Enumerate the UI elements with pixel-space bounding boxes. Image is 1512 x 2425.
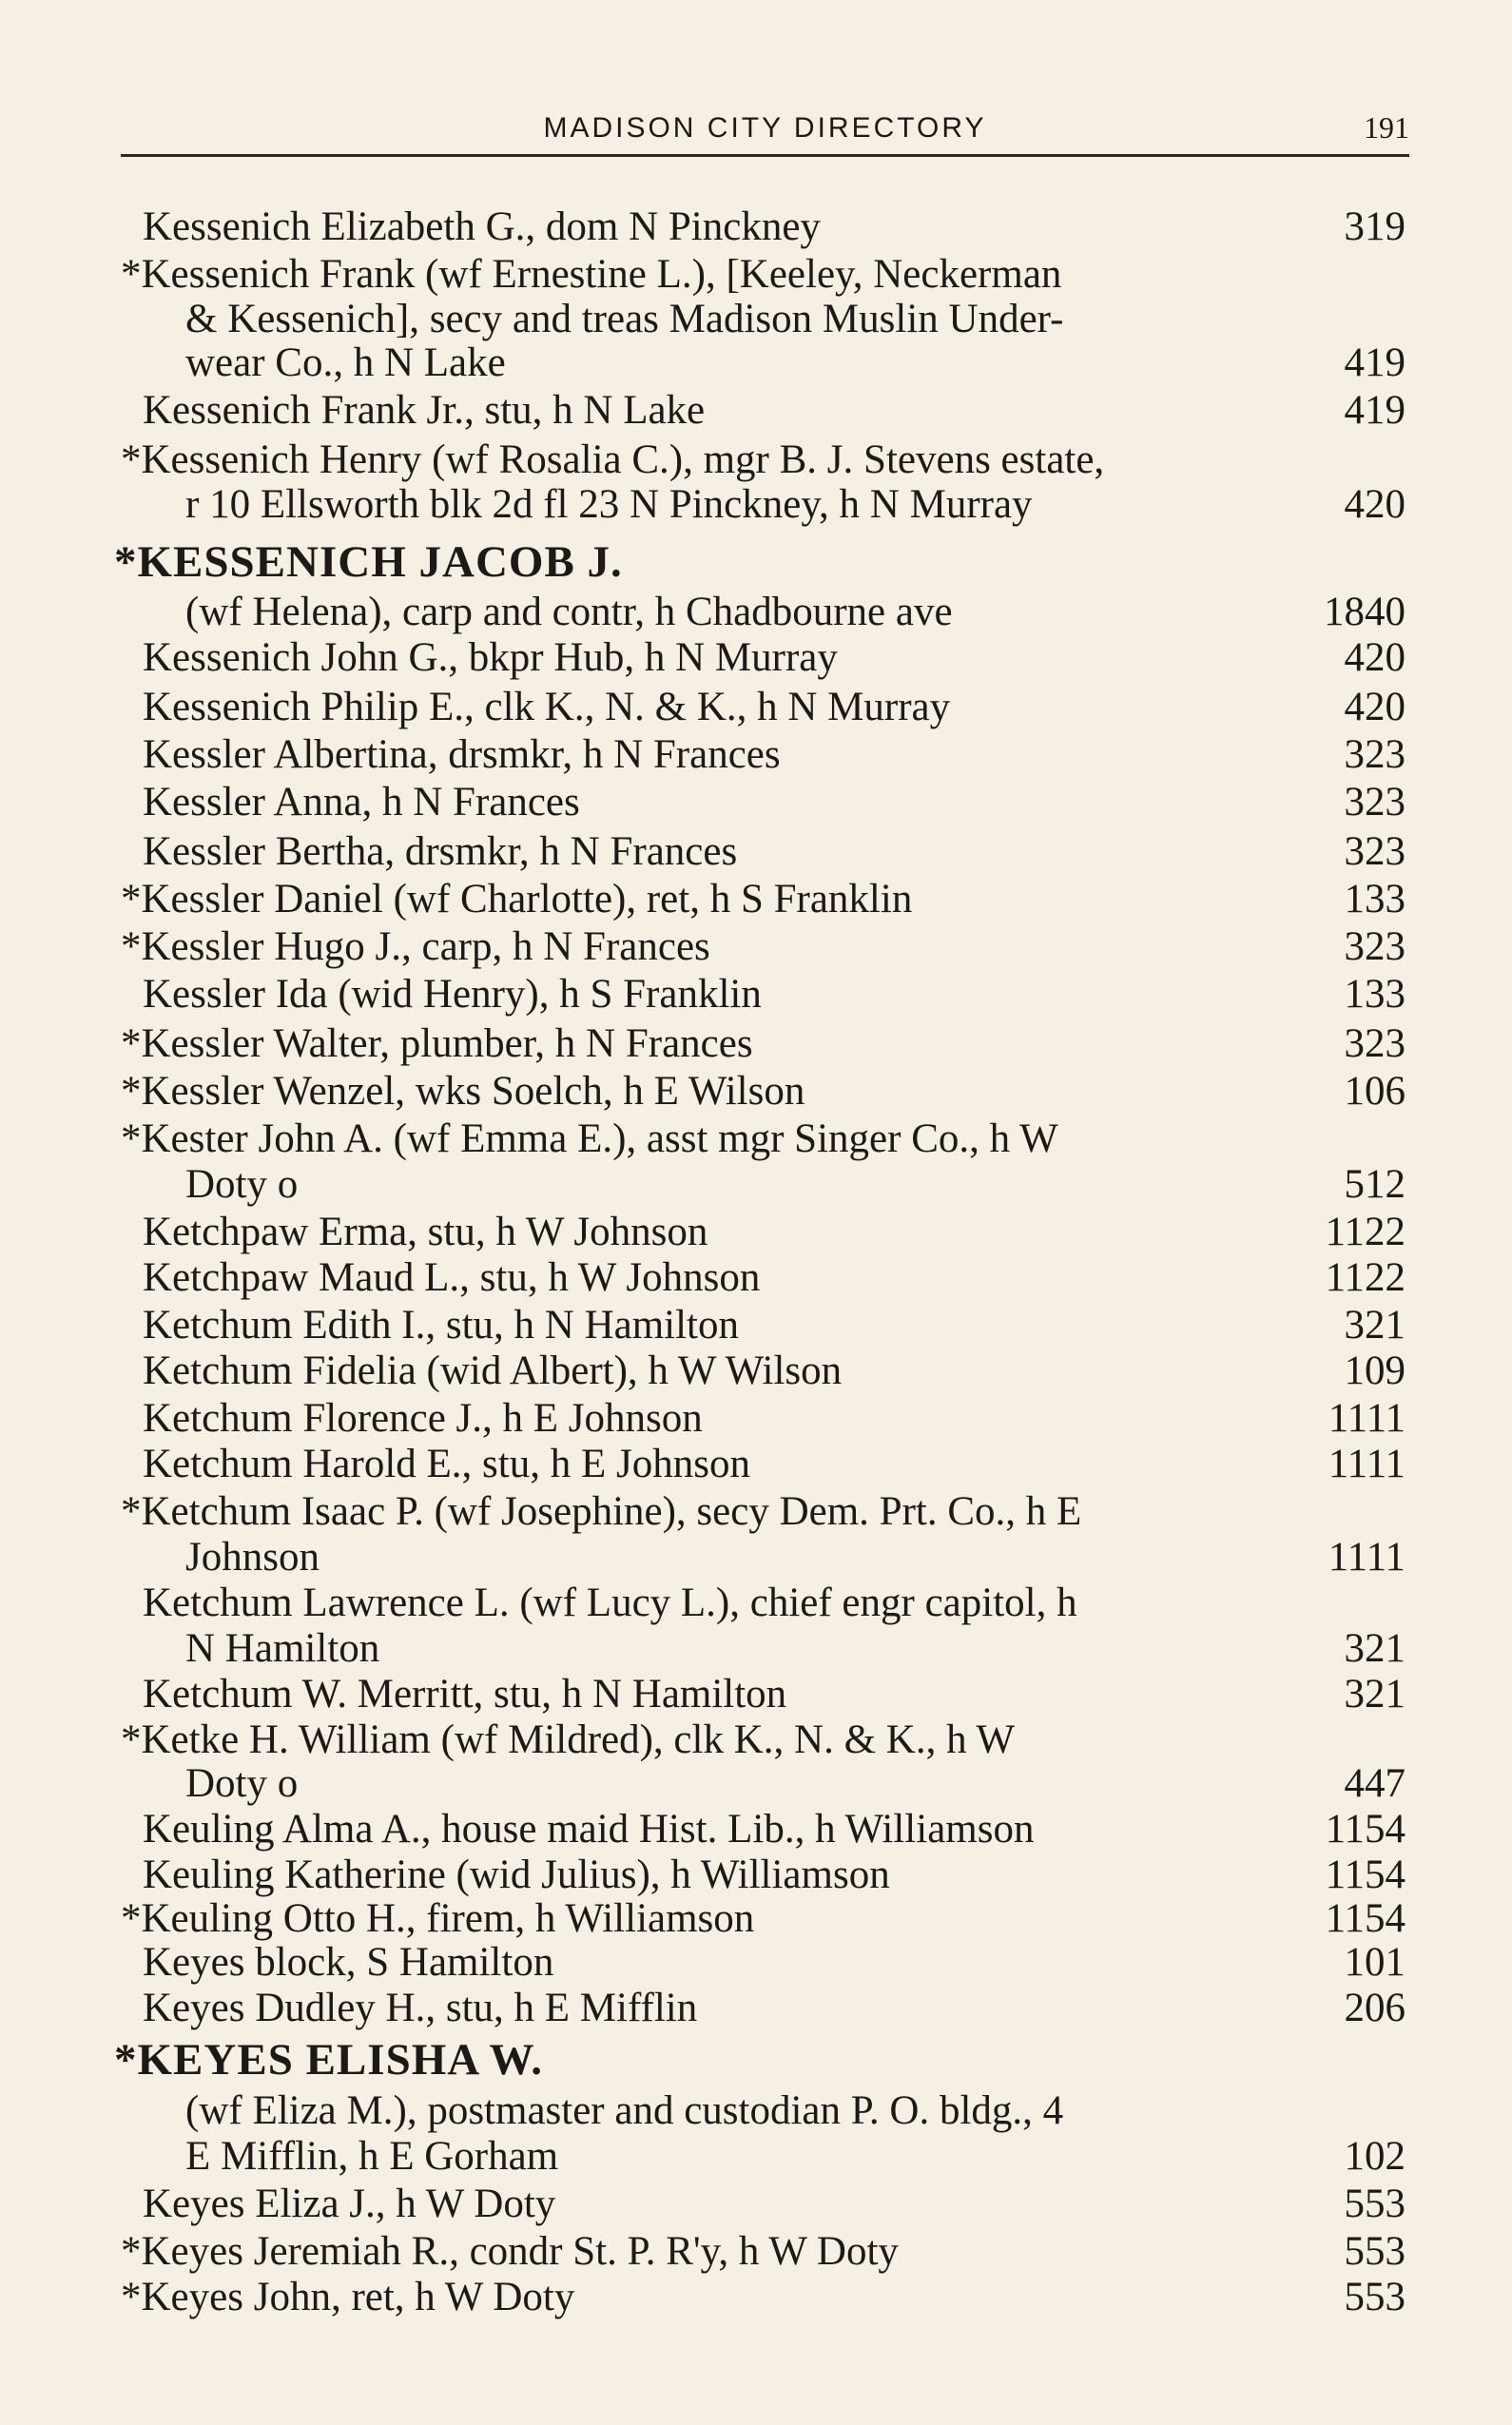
entry-number: 1111: [1328, 1442, 1405, 1486]
entry-text: *Keyes John, ret, h W Doty: [121, 2275, 575, 2319]
entry-text: Ketchum Florence J., h E Johnson: [143, 1396, 703, 1441]
entry-text: Ketchum Edith I., stu, h N Hamilton: [143, 1303, 740, 1348]
entry-number: 447: [1344, 1761, 1405, 1806]
entry-number: 553: [1344, 2275, 1405, 2319]
entry-number: 512: [1344, 1162, 1405, 1207]
entry-text: Ketchum Fidelia (wid Albert), h W Wilson: [143, 1348, 843, 1393]
entry-text: Keyes Eliza J., h W Doty: [143, 2182, 556, 2226]
entry-text: Keuling Alma A., house maid Hist. Lib., h Williamson: [143, 1807, 1035, 1852]
entry-number: 420: [1344, 482, 1405, 527]
entry-text: *Keuling Otto H., firem, h Williamson: [121, 1896, 755, 1941]
entry-text: r 10 Ellsworth blk 2d fl 23 N Pinckney, h N Murray: [185, 482, 1033, 527]
entry-number: 106: [1344, 1069, 1405, 1114]
entry-number: 419: [1344, 388, 1405, 433]
entry-text: Kessler Bertha, drsmkr, h N Frances: [143, 829, 738, 874]
entry-text: & Kessenich], secy and treas Madison Muslin Under-: [185, 297, 1064, 341]
entry-number: 323: [1344, 829, 1405, 874]
entry-number: 1111: [1328, 1396, 1405, 1441]
entry-text: Keyes Dudley H., stu, h E Mifflin: [143, 1986, 698, 2030]
entry-text: *Kester John A. (wf Emma E.), asst mgr Singer Co., h W: [121, 1116, 1058, 1161]
entry-number: 133: [1344, 877, 1405, 922]
entry-number: 206: [1344, 1986, 1405, 2030]
entry-text: *Kessenich Henry (wf Rosalia C.), mgr B. J. Stevens estate,: [121, 437, 1105, 482]
entry-number: 420: [1344, 685, 1405, 729]
entry-text: Kessenich Elizabeth G., dom N Pinckney: [143, 204, 821, 249]
entry-text: *Ketke H. William (wf Mildred), clk K., N. & K., h W: [121, 1717, 1016, 1762]
entry-text: N Hamilton: [185, 1626, 380, 1671]
entry-number: 101: [1344, 1940, 1405, 1985]
entry-text: Ketchpaw Maud L., stu, h W Johnson: [143, 1255, 761, 1300]
entry-number: 321: [1344, 1626, 1405, 1671]
entry-number: 1122: [1325, 1210, 1405, 1254]
page-number: 191: [1364, 110, 1409, 145]
entry-number: 109: [1344, 1348, 1405, 1393]
entry-number: 553: [1344, 2182, 1405, 2226]
entry-text: Ketchum Lawrence L. (wf Lucy L.), chief engr capitol, h: [143, 1581, 1077, 1625]
entry-text: Keuling Katherine (wid Julius), h Williamson: [143, 1853, 890, 1897]
entry-number: 1840: [1324, 590, 1405, 634]
entry-heading: *KESSENICH JACOB J.: [114, 537, 623, 587]
entry-text: Kessler Albertina, drsmkr, h N Frances: [143, 732, 781, 777]
entry-text: *Keyes Jeremiah R., condr St. P. R'y, h W Doty: [121, 2229, 899, 2274]
entry-text: *Kessler Wenzel, wks Soelch, h E Wilson: [121, 1069, 805, 1114]
entry-number: 1111: [1328, 1535, 1405, 1580]
entry-number: 321: [1344, 1303, 1405, 1348]
entry-text: Ketchpaw Erma, stu, h W Johnson: [143, 1210, 708, 1254]
entry-number: 323: [1344, 780, 1405, 824]
entry-text: Kessler Anna, h N Frances: [143, 780, 580, 824]
entry-number: 420: [1344, 635, 1405, 680]
entry-text: *Ketchum Isaac P. (wf Josephine), secy Dem. Prt. Co., h E: [121, 1489, 1082, 1534]
entry-text: wear Co., h N Lake: [185, 340, 506, 385]
entry-text: Kessenich John G., bkpr Hub, h N Murray: [143, 635, 838, 680]
entry-number: 553: [1344, 2229, 1405, 2274]
entry-text: Kessler Ida (wid Henry), h S Franklin: [143, 972, 762, 1017]
entry-text: *Kessenich Frank (wf Ernestine L.), [Keeley, Neckerman: [121, 252, 1062, 297]
entry-number: 319: [1344, 204, 1405, 249]
entry-text: *Kessler Daniel (wf Charlotte), ret, h S Franklin: [121, 877, 913, 922]
entry-number: 321: [1344, 1672, 1405, 1717]
entry-number: 1154: [1325, 1807, 1405, 1852]
entry-text: Kessenich Philip E., clk K., N. & K., h N Murray: [143, 685, 951, 729]
entry-number: 133: [1344, 972, 1405, 1017]
entry-text: E Mifflin, h E Gorham: [185, 2134, 559, 2179]
entry-number: 1122: [1325, 1255, 1405, 1300]
entry-text: (wf Helena), carp and contr, h Chadbourne ave: [185, 590, 953, 634]
entry-text: Doty o: [185, 1162, 299, 1207]
entry-text: Ketchum Harold E., stu, h E Johnson: [143, 1442, 750, 1486]
entry-number: 419: [1344, 340, 1405, 385]
entry-number: 323: [1344, 1021, 1405, 1066]
entry-text: Kessenich Frank Jr., stu, h N Lake: [143, 388, 706, 433]
entry-text: *Kessler Walter, plumber, h N Frances: [121, 1021, 753, 1066]
entry-text: Ketchum W. Merritt, stu, h N Hamilton: [143, 1672, 787, 1717]
entry-text: Doty o: [185, 1761, 299, 1806]
entry-number: 323: [1344, 924, 1405, 969]
entry-number: 323: [1344, 732, 1405, 777]
entry-number: 102: [1344, 2134, 1405, 2179]
entry-text: *Kessler Hugo J., carp, h N Frances: [121, 924, 710, 969]
entry-text: Keyes block, S Hamilton: [143, 1940, 554, 1985]
entry-text: (wf Eliza M.), postmaster and custodian P. O. bldg., 4: [185, 2088, 1064, 2133]
entry-number: 1154: [1325, 1853, 1405, 1897]
header-title: MADISON CITY DIRECTORY: [543, 112, 987, 144]
entry-number: 1154: [1325, 1896, 1405, 1941]
entry-text: Johnson: [185, 1535, 320, 1580]
entry-heading: *KEYES ELISHA W.: [114, 2035, 543, 2085]
